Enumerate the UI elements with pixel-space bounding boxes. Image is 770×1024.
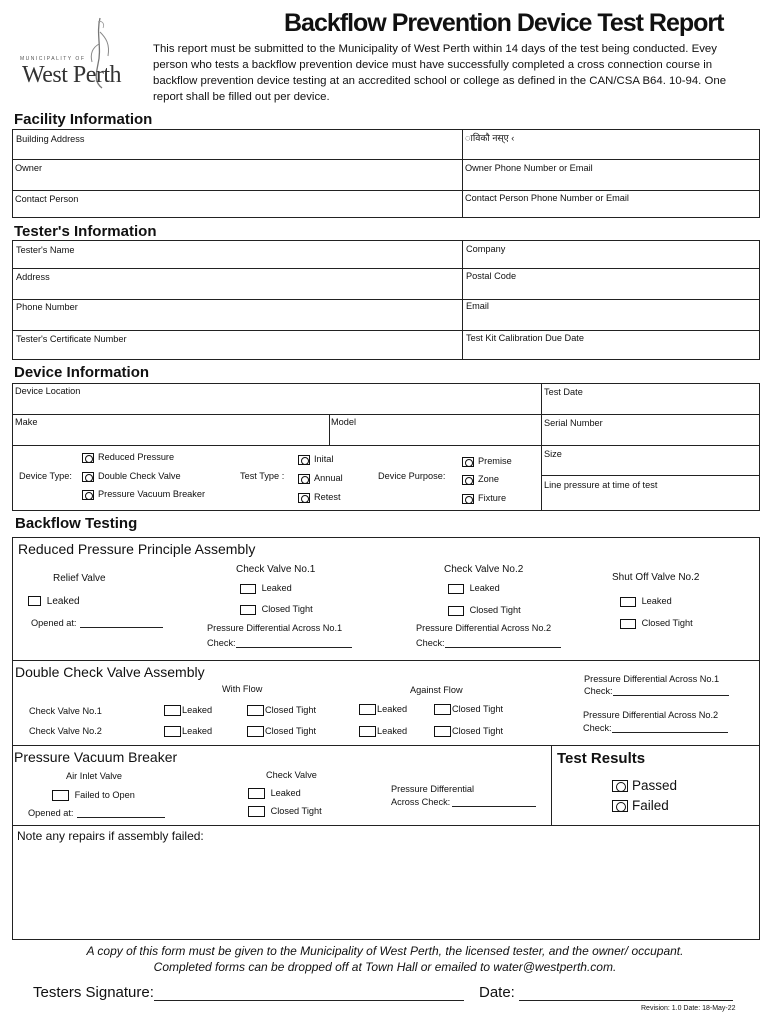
rp-title: Reduced Pressure Principle Assembly [18, 541, 256, 557]
phone-number-field[interactable]: Phone Number [16, 302, 78, 312]
result-failed[interactable]: Failed [612, 798, 669, 813]
radio-icon [82, 490, 94, 500]
dc-cv1-with-closed[interactable]: Closed Tight [247, 705, 316, 716]
logo-big-text: West Perth [22, 62, 122, 88]
contact-person-field[interactable]: Contact Person [15, 194, 79, 204]
logo-small-text: MUNICIPALITY OF [20, 56, 86, 62]
pvb-leaked[interactable]: Leaked [248, 788, 301, 799]
against-flow-label: Against Flow [410, 685, 463, 695]
checkbox-icon [434, 704, 451, 715]
shutoff2-closed-tight[interactable]: Closed Tight [620, 618, 693, 629]
revision-text: Revision: 1.0 Date: 18-May-22 [641, 1005, 736, 1012]
building-address-field[interactable]: Building Address [16, 134, 85, 144]
backflow-heading: Backflow Testing [15, 515, 138, 532]
checkbox-icon [620, 597, 636, 607]
make-field[interactable]: Make [15, 417, 38, 427]
dc-cv1-against-leaked[interactable]: Leaked [359, 704, 407, 715]
certificate-number-field[interactable]: Tester's Certificate Number [16, 334, 127, 344]
shutoff2-label: Shut Off Valve No.2 [612, 572, 700, 583]
size-field[interactable]: Size [544, 449, 562, 459]
pvb-failed-to-open[interactable]: Failed to Open [52, 790, 135, 801]
pvb-pd-line1: Pressure Differential [391, 784, 475, 794]
checkbox-icon [620, 619, 636, 629]
checkbox-icon [164, 705, 181, 716]
checkbox-icon [359, 704, 376, 715]
postal-code-field[interactable]: Postal Code [466, 271, 517, 281]
relief-valve-label: Relief Valve [53, 573, 106, 584]
checkbox-icon [247, 705, 264, 716]
purpose-premise[interactable]: Premise [462, 456, 512, 467]
radio-icon [298, 493, 310, 503]
dc-cv1-against-closed[interactable]: Closed Tight [434, 704, 503, 715]
checkbox-icon [52, 790, 69, 801]
shutoff2-leaked[interactable]: Leaked [620, 596, 672, 607]
rp-pd1-check[interactable]: Check: [207, 638, 352, 648]
test-type-initial[interactable]: Inital [298, 454, 333, 465]
checkbox-icon [28, 596, 41, 606]
dc-cv1-label: Check Valve No.1 [29, 706, 102, 716]
checkbox-icon [434, 726, 451, 737]
dc-pd2-label: Pressure Differential Across No.2 [583, 710, 719, 720]
rp-check2-closed-tight[interactable]: Closed Tight [448, 605, 521, 616]
device-type-double-check[interactable]: Double Check Valve [82, 471, 181, 482]
checkbox-icon [240, 584, 256, 594]
device-type-pvb[interactable]: Pressure Vacuum Breaker [82, 489, 205, 500]
device-purpose-label: Device Purpose: [378, 471, 446, 481]
municipality-logo [16, 14, 126, 94]
rp-pd2-check[interactable]: Check: [416, 638, 561, 648]
intro-text: This report must be submitted to the Municipality of West Perth within 14 days of the test being conducted. Evey person who tests a backflow prevention device must have successfully completed a cross connection course in backflow prevention device testing at an accredited school or college as defined in the CAN/CSA B64. 10-94. One report shall be filled out per device. [153, 43, 727, 103]
dc-cv2-label: Check Valve No.2 [29, 726, 102, 736]
radio-icon [462, 494, 474, 504]
dc-pd1-check[interactable]: Check: [584, 686, 729, 696]
rp-check2-leaked[interactable]: Leaked [448, 583, 500, 594]
rp-check2-label: Check Valve No.2 [444, 564, 524, 575]
rp-pd1-label: Pressure Differential Across No.1 [207, 623, 343, 633]
company-field[interactable]: Company [466, 244, 506, 254]
dc-cv2-against-closed[interactable]: Closed Tight [434, 726, 503, 737]
relief-opened-at[interactable]: Opened at: [31, 618, 163, 628]
radio-icon [612, 800, 628, 812]
device-type-reduced-pressure[interactable]: Reduced Pressure [82, 452, 174, 463]
rp-check1-closed-tight[interactable]: Closed Tight [240, 604, 313, 615]
device-type-label: Device Type: [19, 471, 72, 481]
rp-check1-leaked[interactable]: Leaked [240, 583, 292, 594]
test-type-annual[interactable]: Annual [298, 473, 343, 484]
checkbox-icon [247, 726, 264, 737]
pvb-check-valve-label: Check Valve [266, 770, 317, 780]
radio-icon [462, 475, 474, 485]
dc-cv2-with-leaked[interactable]: Leaked [164, 726, 212, 737]
tester-address-field[interactable]: Address [16, 272, 50, 282]
radio-icon [82, 453, 94, 463]
checkbox-icon [448, 584, 464, 594]
page-title: Backflow Prevention Device Test Report [284, 9, 724, 37]
purpose-zone[interactable]: Zone [462, 474, 499, 485]
checkbox-icon [164, 726, 181, 737]
calibration-date-field[interactable]: Test Kit Calibration Due Date [466, 333, 584, 343]
purpose-fixture[interactable]: Fixture [462, 493, 506, 504]
facility-heading: Facility Information [14, 111, 153, 128]
line-pressure-field[interactable]: Line pressure at time of test [544, 480, 658, 490]
air-inlet-label: Air Inlet Valve [66, 771, 122, 781]
signature-field[interactable]: Testers Signature: [33, 984, 464, 1001]
footer-note-line2: Completed forms can be dropped off at Town Hall or emailed to water@westperth.com. [153, 960, 617, 974]
repairs-notes-field[interactable]: Note any repairs if assembly failed: [17, 829, 204, 843]
footer-note-line1: A copy of this form must be given to the Municipality of West Perth, the licensed tester, and the owner/ occupant. [86, 944, 684, 958]
pvb-opened-at[interactable]: Opened at: [28, 808, 165, 818]
test-date-field[interactable]: Test Date [544, 387, 583, 397]
radio-icon [462, 457, 474, 467]
checkbox-icon [248, 806, 265, 817]
dc-title: Double Check Valve Assembly [15, 664, 205, 680]
checkbox-icon [448, 606, 464, 616]
radio-icon [298, 455, 310, 465]
email-field[interactable]: Email [466, 301, 489, 311]
radio-icon [82, 472, 94, 482]
owner-phone-field[interactable]: Owner Phone Number or Email [465, 163, 593, 173]
owner-field[interactable]: Owner [15, 163, 43, 173]
relief-leaked-checkbox[interactable]: Leaked [28, 596, 80, 607]
contact-phone-field[interactable]: Contact Person Phone Number or Email [465, 193, 629, 203]
garbled-label: ाविकौ नस्ए ‹ [465, 133, 515, 143]
rp-pd2-label: Pressure Differential Across No.2 [416, 623, 552, 633]
result-passed[interactable]: Passed [612, 778, 677, 793]
radio-icon [612, 780, 628, 792]
checkbox-icon [359, 726, 376, 737]
radio-icon [298, 474, 310, 484]
date-field[interactable]: Date: [479, 984, 733, 1001]
dc-cv2-against-leaked[interactable]: Leaked [359, 726, 407, 737]
test-results-title: Test Results [557, 750, 646, 767]
dc-pd1-label: Pressure Differential Across No.1 [584, 674, 720, 684]
with-flow-label: With Flow [222, 684, 263, 694]
tester-heading: Tester's Information [14, 223, 157, 240]
dc-cv1-with-leaked[interactable]: Leaked [164, 705, 212, 716]
test-type-label: Test Type : [240, 471, 285, 481]
rp-check1-label: Check Valve No.1 [236, 564, 316, 575]
test-type-retest[interactable]: Retest [298, 492, 341, 503]
checkbox-icon [248, 788, 265, 799]
pvb-title: Pressure Vacuum Breaker [14, 749, 178, 765]
dc-pd2-check[interactable]: Check: [583, 723, 728, 733]
device-heading: Device Information [14, 364, 150, 381]
checkbox-icon [240, 605, 256, 615]
model-field[interactable]: Model [331, 417, 357, 427]
serial-number-field[interactable]: Serial Number [544, 418, 603, 428]
pvb-pd-check[interactable]: Across Check: [391, 797, 536, 807]
device-location-field[interactable]: Device Location [15, 386, 81, 396]
tester-name-field[interactable]: Tester's Name [16, 245, 75, 255]
dc-cv2-with-closed[interactable]: Closed Tight [247, 726, 316, 737]
pvb-closed-tight[interactable]: Closed Tight [248, 806, 322, 817]
